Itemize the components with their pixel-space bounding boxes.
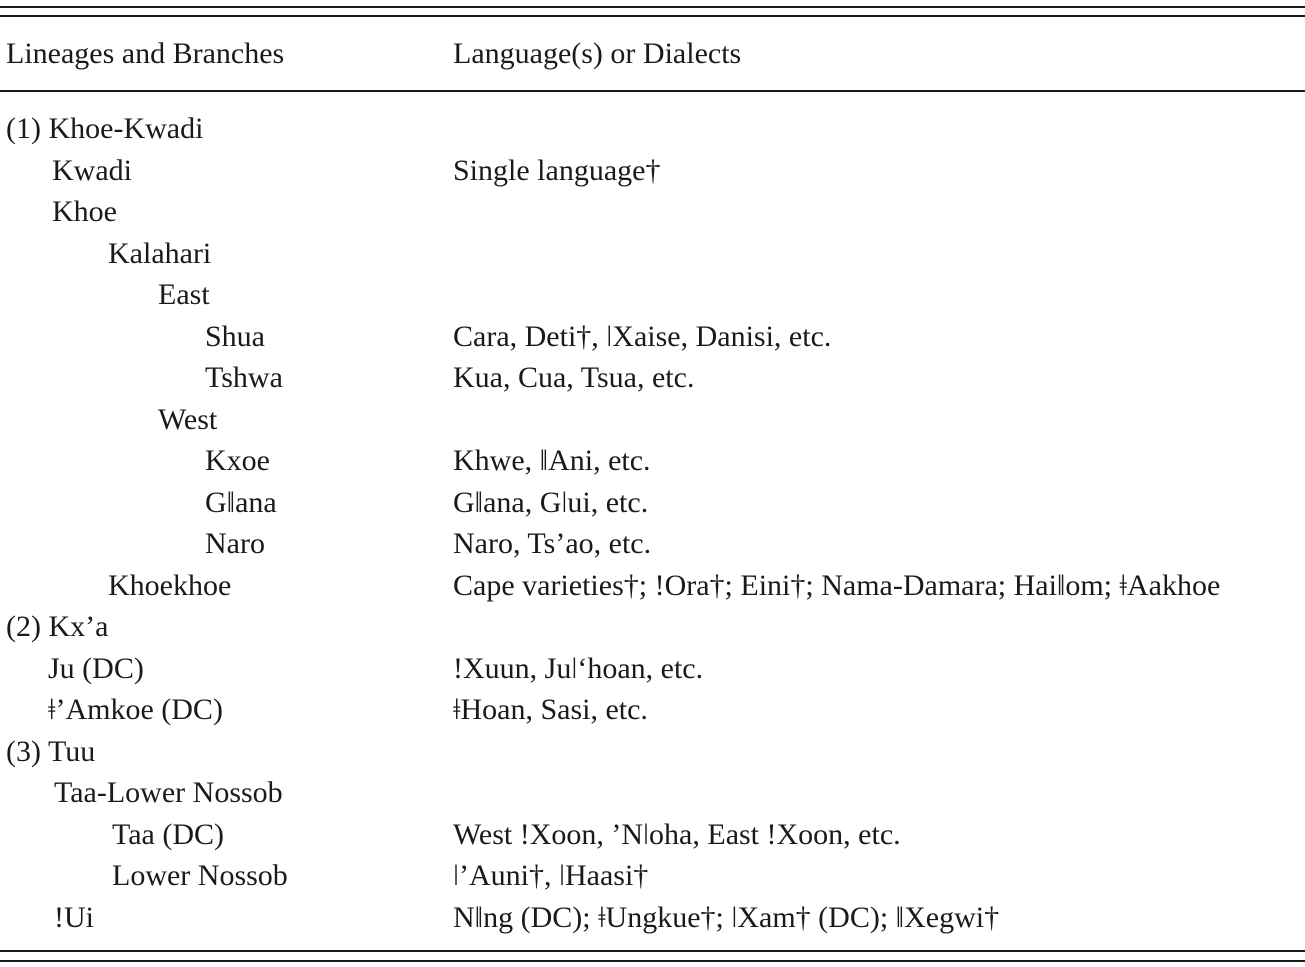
language-list: ǂHoan, Sasi, etc. xyxy=(453,693,648,726)
lineage-name: ǂ’Amkoe (DC) xyxy=(48,693,223,726)
table-header xyxy=(0,32,1305,76)
table-row xyxy=(0,606,1305,648)
language-list: Gǁana, Gǀui, etc. xyxy=(453,485,649,519)
language-list: Kua, Cua, Tsua, etc. xyxy=(453,361,695,394)
bottom-rule-outer xyxy=(0,960,1305,962)
lineage-name: Kwadi xyxy=(52,153,132,187)
table-row xyxy=(0,316,1305,358)
table-row xyxy=(0,855,1305,897)
table-row xyxy=(0,108,1305,150)
language-list: Single language† xyxy=(453,153,661,187)
table-row xyxy=(0,191,1305,233)
table-row xyxy=(0,772,1305,814)
lineage-name: Taa-Lower Nossob xyxy=(54,776,283,809)
lineage-name: (2) Kx’a xyxy=(6,610,109,643)
lineage-name: Lower Nossob xyxy=(112,859,288,892)
table-row xyxy=(0,814,1305,856)
table-row xyxy=(0,897,1305,939)
language-list: Naro, Ts’ao, etc. xyxy=(453,527,652,560)
table-row xyxy=(0,731,1305,773)
header-lineages: Lineages and Branches xyxy=(6,37,285,70)
lineage-name: Ju (DC) xyxy=(48,651,144,685)
lineage-name: !Ui xyxy=(54,900,94,934)
table-body xyxy=(0,108,1305,938)
language-list: ǀ’Auni†, ǀHaasi† xyxy=(453,859,649,892)
table-row xyxy=(0,648,1305,690)
lineage-name: West xyxy=(158,402,218,436)
header-languages: Language(s) or Dialects xyxy=(453,37,742,70)
table-row xyxy=(0,233,1305,275)
lineage-name: Khoekhoe xyxy=(108,568,232,602)
lineage-name: Gǁana xyxy=(205,485,277,519)
top-rule-inner xyxy=(0,15,1305,17)
language-list: Cara, Deti†, ǀXaise, Danisi, etc. xyxy=(453,319,832,353)
language-list: Cape varieties†; !Ora†; Eini†; Nama-Damara; Haiǁom; ǂAakhoe xyxy=(453,568,1221,602)
table-row xyxy=(0,274,1305,316)
top-rule-outer xyxy=(0,6,1305,8)
language-list: Khwe, ǁAni, etc. xyxy=(453,444,651,477)
lineage-name: Khoe xyxy=(52,195,117,228)
language-list: West !Xoon, ’Nǀoha, East !Xoon, etc. xyxy=(453,817,901,851)
table-row xyxy=(0,440,1305,482)
lineage-name: East xyxy=(158,278,210,311)
lineage-name: (3) Tuu xyxy=(6,734,96,768)
lineage-name: Tshwa xyxy=(205,361,283,394)
bottom-rule-inner xyxy=(0,950,1305,952)
table-row xyxy=(0,357,1305,399)
lineage-name: Taa (DC) xyxy=(112,817,225,851)
table-row xyxy=(0,565,1305,607)
table-row xyxy=(0,150,1305,192)
language-list: Nǁng (DC); ǂUngkue†; ǀXam† (DC); ǁXegwi† xyxy=(453,900,1000,934)
table-row xyxy=(0,523,1305,565)
lineage-name: Shua xyxy=(205,319,265,353)
header-rule xyxy=(0,90,1305,92)
table-row xyxy=(0,399,1305,441)
lineage-name: (1) Khoe-Kwadi xyxy=(6,112,204,145)
language-list: !Xuun, Juǀ‘hoan, etc. xyxy=(453,651,704,685)
table-row xyxy=(0,689,1305,731)
lineage-name: Naro xyxy=(205,527,265,560)
lineage-name: Kxoe xyxy=(205,444,270,477)
lineage-name: Kalahari xyxy=(108,236,212,270)
table-row xyxy=(0,482,1305,524)
